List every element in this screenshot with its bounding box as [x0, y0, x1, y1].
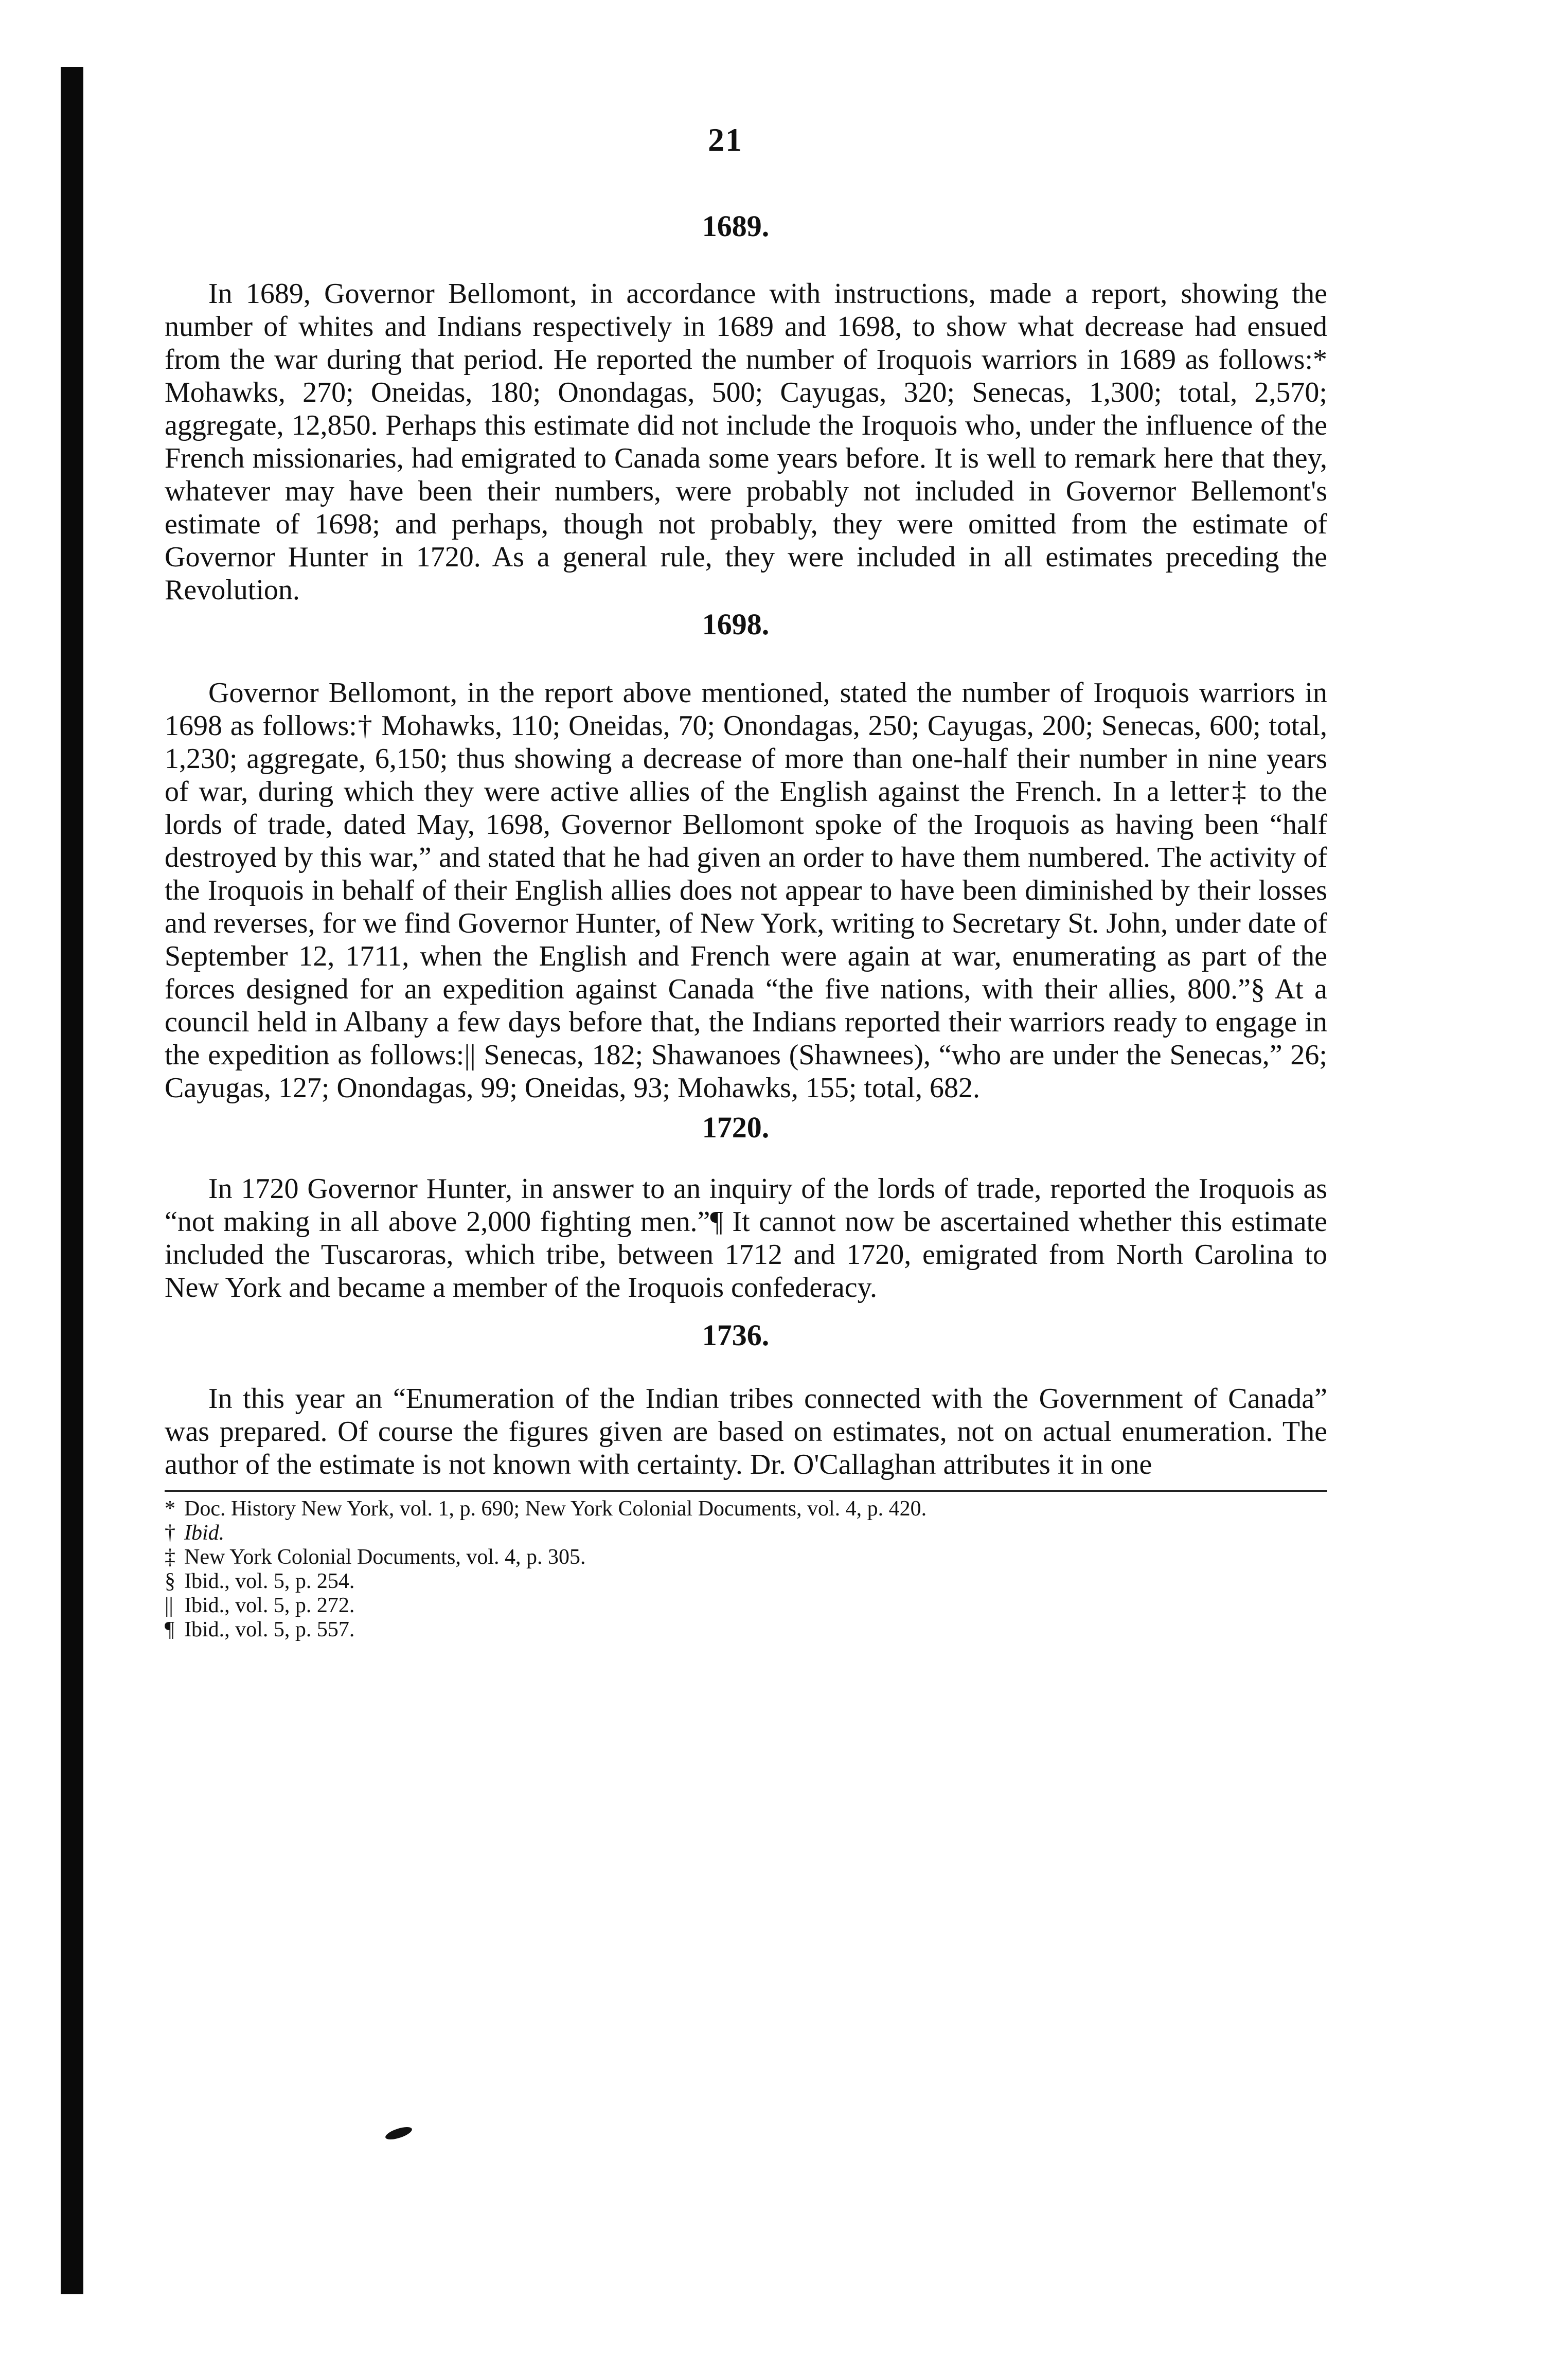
section-heading-1689: 1689.: [702, 209, 770, 243]
footnote-text: Ibid., vol. 5, p. 272.: [184, 1594, 355, 1617]
footnote-item: [165, 1594, 1327, 1618]
body-text-column: [165, 208, 1327, 1642]
section-heading-1736: 1736.: [702, 1318, 770, 1352]
footnote-item: [165, 1545, 1327, 1569]
footnote-mark: ¶: [165, 1618, 175, 1641]
footnote-text: Ibid., vol. 5, p. 557.: [184, 1618, 355, 1641]
footnote-mark: †: [165, 1521, 175, 1545]
footnote-mark: ‡: [165, 1545, 175, 1569]
footnote-divider: [165, 1490, 1327, 1492]
page-number: 21: [708, 121, 743, 158]
footnote-text: Doc. History New York, vol. 1, p. 690; New York Colonial Documents, vol. 4, p. 420.: [184, 1497, 927, 1521]
footnote-item: [165, 1569, 1327, 1594]
section-heading-1698: 1698.: [702, 608, 770, 641]
footnote-item: [165, 1618, 1327, 1642]
section-paragraph-1720: In 1720 Governor Hunter, in answer to an inquiry of the lords of trade, reported the Iroquois as “not making in all above 2,000 fighting men.”¶ It cannot now be ascertained whether this estimate included the Tuscaroras, which tribe, between 1712 and 1720, emigrated from North Carolina to New York and became a member of the Iroquois confederacy.: [165, 1173, 1327, 1304]
footnote-mark: *: [165, 1497, 175, 1521]
footnote-item: [165, 1521, 1327, 1545]
section-heading-1720: 1720.: [702, 1111, 770, 1144]
page-binding-edge: [61, 67, 83, 2294]
footnote-mark: ||: [165, 1594, 173, 1617]
section-paragraph-1736: In this year an “Enumeration of the Indian tribes connected with the Government of Canada” was prepared. Of course the figures given are based on estimates, not on actual enumeration. The author of the estimate is not known with certainty. Dr. O'Callaghan attributes it in one: [165, 1383, 1327, 1480]
footnote-text: Ibid.: [184, 1521, 225, 1545]
footnote-item: [165, 1497, 1327, 1521]
section-paragraph-1698: Governor Bellomont, in the report above mentioned, stated the number of Iroquois warriors in 1698 as follows:† Mohawks, 110; Oneidas, 70; Onondagas, 250; Cayugas, 200; Senecas, 600; total, 1,230; aggregate, 6,150; thus showing a decrease of more than one-half their number in nine years of war, during which they were active allies of the English against the French. In a letter‡ to the lords of trade, dated May, 1698, Governor Bellomont spoke of the Iroquois as having been “half destroyed by this war,” and stated that he had given an order to have them numbered. The activity of the Iroquois in behalf of their English allies does not appear to have been diminished by their losses and reverses, for we find Governor Hunter, of New York, writing to Secretary St. John, under date of September 12, 1711, when the English and French were again at war, enumerating as part of the forces designed for an expedition against Canada “the five nations, with their allies, 800.”§ At a council held in Albany a few days before that, the Indians reported their warriors ready to engage in the expedition as follows:|| Senecas, 182; Shawanoes (Shawnees), “who are under the Senecas,” 26; Cayugas, 127; Onondagas, 99; Oneidas, 93; Mohawks, 155; total, 682.: [165, 677, 1327, 1104]
footnote-text: Ibid., vol. 5, p. 254.: [184, 1569, 355, 1593]
footnote-text: New York Colonial Documents, vol. 4, p. 305.: [184, 1545, 586, 1569]
ink-speck-mark: [384, 2125, 414, 2142]
section-paragraph-1689: In 1689, Governor Bellomont, in accordance with instructions, made a report, showing the number of whites and Indians respectively in 1689 and 1698, to show what decrease had ensued from the war during that period. He reported the number of Iroquois warriors in 1689 as follows:* Mohawks, 270; Oneidas, 180; Onondagas, 500; Cayugas, 320; Senecas, 1,300; total, 2,570; aggregate, 12,850. Perhaps this estimate did not include the Iroquois who, under the influence of the French missionaries, had emigrated to Canada some years before. It is well to remark here that they, whatever may have been their numbers, were probably not included in Governor Bellemont's estimate of 1698; and perhaps, though not probably, they were omitted from the estimate of Governor Hunter in 1720. As a general rule, they were included in all estimates preceding the Revolution.: [165, 278, 1327, 606]
footnote-list: [165, 1497, 1327, 1642]
footnote-mark: §: [165, 1569, 175, 1593]
